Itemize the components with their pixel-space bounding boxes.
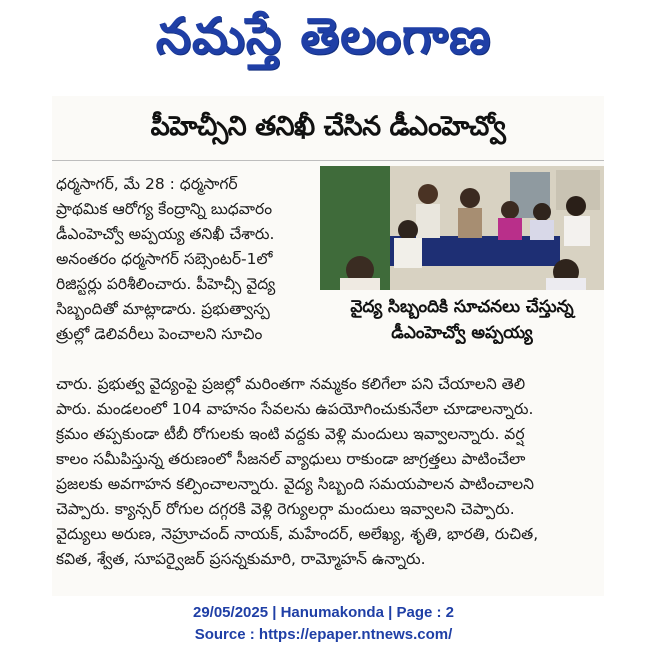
article-body-narrow <box>56 172 314 347</box>
body-line: క్రమం తప్పకుండా టీబీ రోగులకు ఇంటి వద్దకు వెళ్లి మందులు ఇవ్వాలన్నారు. వర్ష <box>56 425 525 443</box>
body-line: ప్రజలకు అవగాహన కల్పించాలన్నారు. వైద్య సిబ్బంది సమయపాలన పాటించాలని <box>56 475 534 493</box>
photo-caption <box>320 294 604 346</box>
article-photo <box>320 166 604 290</box>
page-footer <box>0 602 647 646</box>
masthead <box>0 0 647 84</box>
body-line: పారు. మండలంలో 104 వాహనం సేవలను ఉపయోగించుకునేలా చూడాలన్నారు. <box>56 400 534 418</box>
headline-divider <box>52 160 604 161</box>
body-line: డీఎంహెచ్వో అప్పయ్య తనిఖీ చేశారు. <box>56 225 275 243</box>
body-line: ప్రాథమిక ఆరోగ్య కేంద్రాన్ని బుధవారం <box>56 200 273 218</box>
body-line: కవిత, శ్వేత, సూపర్వైజర్ ప్రసన్నకుమారి, రామ్మోహన్ ఉన్నారు. <box>56 550 426 568</box>
body-line: ధర్మసాగర్, మే 28 : ధర్మసాగర్ <box>56 175 238 193</box>
body-line: చారు. ప్రభుత్వ వైద్యంపై ప్రజల్లో మరింతగా నమ్మకం కలిగేలా పని చేయాలని తెలి <box>56 375 526 393</box>
article-headline <box>52 102 604 158</box>
article-body-wide <box>56 372 600 572</box>
article-clipping <box>52 96 604 596</box>
body-line: రిజిస్టర్లు పరిశీలించారు. పీహెచ్సీ వైద్య <box>56 275 276 293</box>
body-line: త్రుల్లో డెలివరీలు పెంచాలని సూచిం <box>56 325 263 343</box>
source-link[interactable]: Source : https://epaper.ntnews.com/ <box>194 626 453 643</box>
caption-line: వైద్య సిబ్బందికి సూచనలు చేస్తున్న <box>350 297 574 317</box>
body-line: చెప్పారు. క్యాన్సర్ రోగుల దగ్గరకి వెళ్లి రెగ్యులర్గా మందులు ఇవ్వాలని చెప్పారు. <box>56 500 515 518</box>
body-line: సిబ్బందితో మాట్లాడారు. ప్రభుత్వాస్ప <box>56 300 270 318</box>
caption-line: డీఎంహెచ్వో అప్పయ్య <box>391 323 533 343</box>
body-line: వైద్యులు అరుణ, నెహ్రూచంద్ నాయక్, మహేందర్, అలేఖ్య, శృతి, భారతి, రుచిత, <box>56 525 539 543</box>
body-line: కాలం సమీపిస్తున్న తరుణంలో సీజనల్ వ్యాధులు రాకుండా జాగ్రత్తలు పాటించేలా <box>56 450 526 468</box>
headline-text: పీహెచ్సీని తనిఖీ చేసిన డీఎంహెచ్వో <box>150 111 506 142</box>
body-line: అనంతరం ధర్మసాగర్ సబ్సెంటర్-1లో <box>56 250 273 268</box>
meeting-photo-illustration <box>320 166 604 290</box>
edition-meta: 29/05/2025 | Hanumakonda | Page : 2 <box>192 604 454 621</box>
newspaper-logo-title: నమస్తే తెలంగాణ <box>155 6 492 65</box>
